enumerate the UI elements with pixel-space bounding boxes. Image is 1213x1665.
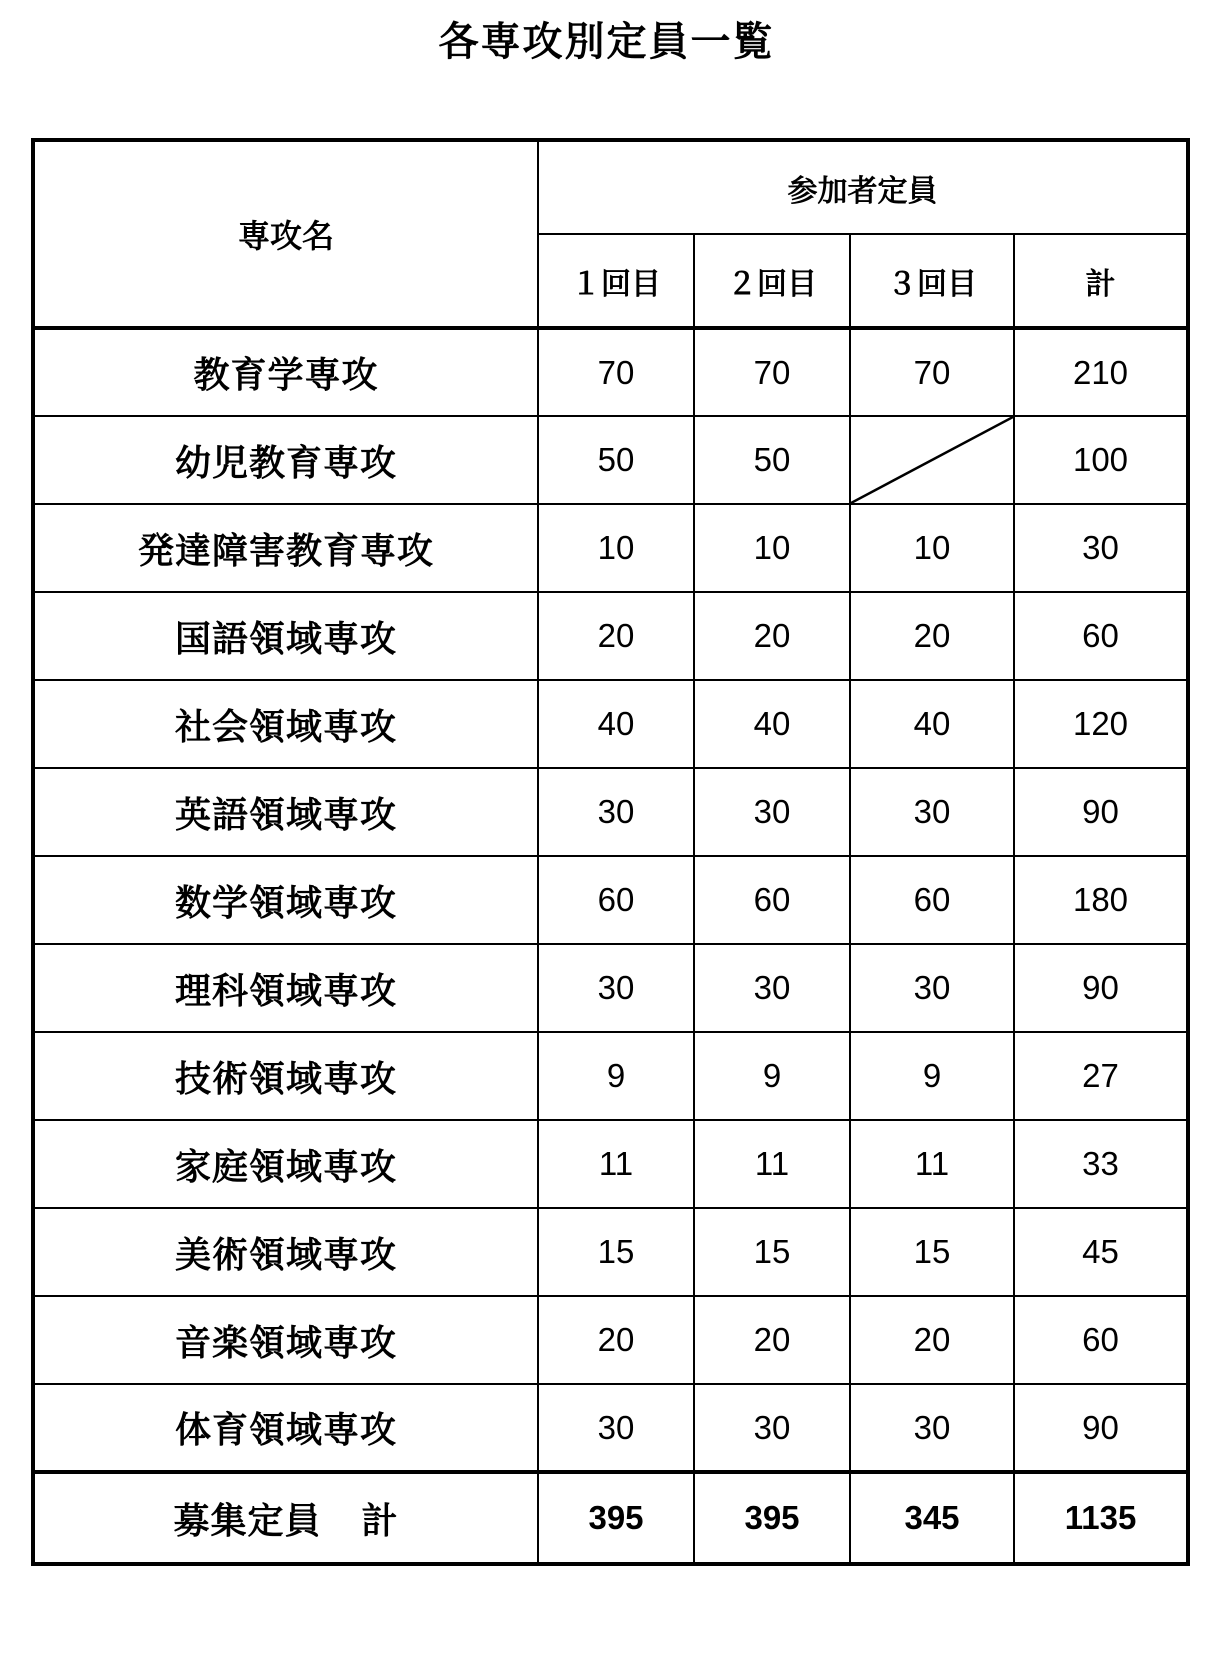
table-row [33, 592, 1188, 680]
round-2-value-cell: 30 [694, 944, 850, 1032]
total-value-cell: 90 [1014, 944, 1188, 1032]
total-row [33, 1472, 1188, 1564]
table-row [33, 856, 1188, 944]
total-value-cell: 210 [1014, 328, 1188, 416]
round-2-value-cell: 9 [694, 1032, 850, 1120]
round-2-value-cell: 50 [694, 416, 850, 504]
round-2-value-cell: 30 [694, 768, 850, 856]
total-value-cell: 27 [1014, 1032, 1188, 1120]
table-row [33, 328, 1188, 416]
total-value-cell: 45 [1014, 1208, 1188, 1296]
round-2-header: ２回目 [694, 234, 850, 328]
grand-total-cell: 1135 [1014, 1472, 1188, 1564]
major-name-cell: 理科領域専攻 [33, 944, 538, 1032]
quota-table [31, 138, 1190, 1566]
table-row [33, 1208, 1188, 1296]
table-row [33, 944, 1188, 1032]
round-1-value-cell: 30 [538, 1384, 694, 1472]
round-3-value-cell: 9 [850, 1032, 1014, 1120]
total-value-cell: 60 [1014, 1296, 1188, 1384]
round-1-value-cell: 11 [538, 1120, 694, 1208]
round-3-value-cell: 30 [850, 1384, 1014, 1472]
round-3-value-cell: 70 [850, 328, 1014, 416]
round-3-value-cell: 40 [850, 680, 1014, 768]
round-3-value-cell: 20 [850, 1296, 1014, 1384]
round-2-sum-cell: 395 [694, 1472, 850, 1564]
round-1-value-cell: 60 [538, 856, 694, 944]
major-name-cell: 音楽領域専攻 [33, 1296, 538, 1384]
round-3-value-cell: 15 [850, 1208, 1014, 1296]
major-name-cell: 国語領域専攻 [33, 592, 538, 680]
round-1-value-cell: 20 [538, 592, 694, 680]
page-title: 各専攻別定員一覧 [438, 19, 775, 65]
round-2-value-cell: 70 [694, 328, 850, 416]
major-name-cell: 教育学専攻 [33, 328, 538, 416]
round-1-value-cell: 40 [538, 680, 694, 768]
major-name-cell: 英語領域専攻 [33, 768, 538, 856]
round-2-value-cell: 60 [694, 856, 850, 944]
round-2-value-cell: 20 [694, 1296, 850, 1384]
round-2-value-cell: 40 [694, 680, 850, 768]
total-value-cell: 180 [1014, 856, 1188, 944]
round-2-value-cell: 15 [694, 1208, 850, 1296]
round-1-value-cell: 30 [538, 944, 694, 1032]
table-body [33, 328, 1188, 1564]
major-name-cell: 社会領域専攻 [33, 680, 538, 768]
round-1-header: １回目 [538, 234, 694, 328]
major-column-header: 専攻名 [33, 140, 538, 328]
round-3-value-cell: 11 [850, 1120, 1014, 1208]
round-2-value-cell: 10 [694, 504, 850, 592]
round-3-value-cell: 30 [850, 768, 1014, 856]
round-1-value-cell: 20 [538, 1296, 694, 1384]
round-1-value-cell: 50 [538, 416, 694, 504]
total-value-cell: 33 [1014, 1120, 1188, 1208]
major-name-cell: 幼児教育専攻 [33, 416, 538, 504]
table-row [33, 504, 1188, 592]
round-3-value-cell: 10 [850, 504, 1014, 592]
round-2-value-cell: 20 [694, 592, 850, 680]
total-value-cell: 90 [1014, 1384, 1188, 1472]
table-row [33, 1120, 1188, 1208]
round-1-value-cell: 10 [538, 504, 694, 592]
round-1-value-cell: 70 [538, 328, 694, 416]
table-row [33, 1296, 1188, 1384]
round-1-sum-cell: 395 [538, 1472, 694, 1564]
total-label-main: 募集定員 [173, 1500, 322, 1542]
total-column-header: 計 [1014, 234, 1188, 328]
table-row [33, 416, 1188, 504]
table-row [33, 1384, 1188, 1472]
diagonal-slash-icon [851, 417, 1013, 503]
round-3-sum-cell: 345 [850, 1472, 1014, 1564]
participant-quota-header: 参加者定員 [538, 140, 1188, 234]
major-name-cell: 体育領域専攻 [33, 1384, 538, 1472]
total-label-cell [33, 1472, 538, 1564]
round-1-value-cell: 15 [538, 1208, 694, 1296]
total-value-cell: 30 [1014, 504, 1188, 592]
table-row [33, 1032, 1188, 1120]
round-3-value-cell: 60 [850, 856, 1014, 944]
major-name-cell: 家庭領域専攻 [33, 1120, 538, 1208]
table-row [33, 680, 1188, 768]
major-name-cell: 技術領域専攻 [33, 1032, 538, 1120]
table-header [33, 140, 1188, 328]
total-value-cell: 120 [1014, 680, 1188, 768]
major-name-cell: 美術領域専攻 [33, 1208, 538, 1296]
round-3-value-cell: 20 [850, 592, 1014, 680]
total-value-cell: 100 [1014, 416, 1188, 504]
round-2-value-cell: 11 [694, 1120, 850, 1208]
table-row [33, 768, 1188, 856]
round-1-value-cell: 30 [538, 768, 694, 856]
round-3-value-cell: 30 [850, 944, 1014, 1032]
total-label-suffix: 計 [361, 1500, 399, 1542]
header-row-top [33, 140, 1188, 234]
major-name-cell: 発達障害教育専攻 [33, 504, 538, 592]
round-2-value-cell: 30 [694, 1384, 850, 1472]
major-name-cell: 数学領域専攻 [33, 856, 538, 944]
total-value-cell: 90 [1014, 768, 1188, 856]
round-1-value-cell: 9 [538, 1032, 694, 1120]
total-value-cell: 60 [1014, 592, 1188, 680]
round-3-header: ３回目 [850, 234, 1014, 328]
not-applicable-cell [850, 416, 1014, 504]
